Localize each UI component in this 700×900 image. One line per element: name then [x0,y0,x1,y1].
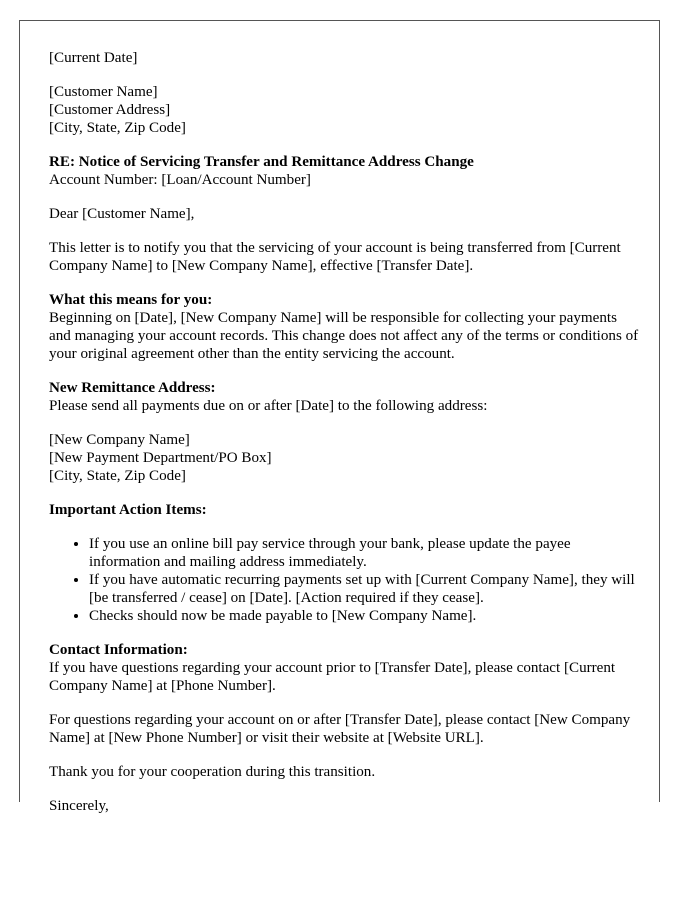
remittance-text: Please send all payments due on or after [Date] to the following address: [49,398,488,414]
list-item: • Checks should now be made payable to [New Company Name]. [89,607,639,625]
contact-prior-text: If you have questions regarding your account prior to [Transfer Date], please contact [Current Company Name] at [Phone Number]. [49,660,616,694]
account-number-line: Account Number: [Loan/Account Number] [49,172,311,188]
letter-date: [Current Date] [49,50,138,66]
recipient-name: [Customer Name] [49,84,158,100]
action-items-list [49,535,639,625]
contact-section [49,641,639,695]
re-line: RE: Notice of Servicing Transfer and Remittance Address Change [49,154,474,170]
recipient-address [49,83,639,137]
remittance-company: [New Company Name] [49,432,190,448]
remittance-heading: New Remittance Address: [49,380,216,396]
remittance-city: [City, State, Zip Code] [49,468,186,484]
closing-thanks: Thank you for your cooperation during this transition. [49,764,376,780]
remittance-department: [New Payment Department/PO Box] [49,450,272,466]
meaning-text: Beginning on [Date], [New Company Name] will be responsible for collecting your payments and managing your account records. This change does not affect any of the terms or conditions of your original agreement other than the entity servicing the account. [49,310,639,362]
meaning-heading: What this means for you: [49,292,213,308]
remittance-address [49,431,639,485]
contact-heading: Contact Information: [49,642,188,658]
meaning-section [49,291,639,363]
recipient-street: [Customer Address] [49,102,171,118]
actions-heading-text: Important Action Items: [49,502,207,518]
salutation: Dear [Customer Name], [49,206,195,222]
list-item: • If you have automatic recurring payments set up with [Current Company Name], they will [be transferred / cease] on [Date]. [Action required if they cease]. [89,571,639,607]
list-item: • If you use an online bill pay service through your bank, please update the payee information and mailing address immediately. [89,535,639,571]
remittance-section [49,379,639,415]
actions-heading [49,501,639,519]
recipient-city: [City, State, Zip Code] [49,120,186,136]
letter-page [19,20,660,814]
intro-paragraph: This letter is to notify you that the servicing of your account is being transferred from [Current Company Name] to [New Company Name], effective [Transfer Date]. [49,240,621,274]
signoff: Sincerely, [49,798,109,814]
letter-content [49,49,639,831]
subject-block [49,153,639,189]
contact-after-text: For questions regarding your account on or after [Transfer Date], please contact [New Company Name] at [New Phone Number] or visit their website at [Website URL]. [49,712,631,746]
